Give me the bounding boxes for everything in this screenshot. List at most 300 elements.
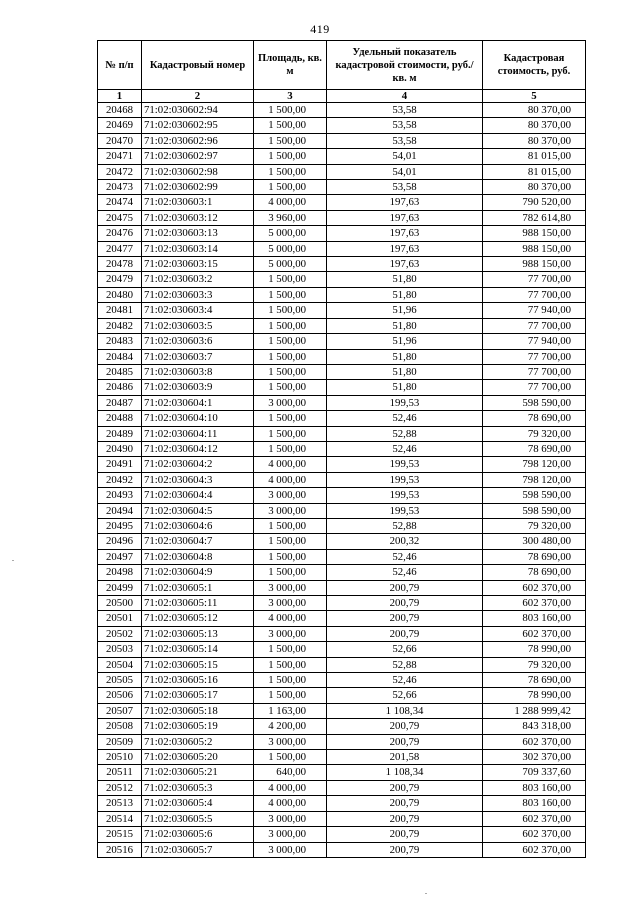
- cadastral-number-cell: 71:02:030605:15: [142, 657, 254, 672]
- specific-value-cell: 200,79: [327, 626, 483, 641]
- area-cell: 640,00: [254, 765, 327, 780]
- cadastral-value-cell: 803 160,00: [483, 796, 586, 811]
- table-row: [98, 549, 586, 564]
- row-number-cell: 20505: [98, 673, 142, 688]
- table-row: [98, 118, 586, 133]
- cadastral-value-cell: 78 990,00: [483, 642, 586, 657]
- area-cell: 3 000,00: [254, 395, 327, 410]
- area-cell: 1 500,00: [254, 149, 327, 164]
- specific-value-cell: 199,53: [327, 457, 483, 472]
- specific-value-cell: 51,80: [327, 287, 483, 302]
- row-number-cell: 20509: [98, 734, 142, 749]
- cadastral-number-cell: 71:02:030604:10: [142, 411, 254, 426]
- area-cell: 1 500,00: [254, 164, 327, 179]
- column-number: 3: [254, 90, 327, 103]
- cadastral-number-cell: 71:02:030604:3: [142, 472, 254, 487]
- table-row: [98, 472, 586, 487]
- specific-value-cell: 51,96: [327, 334, 483, 349]
- cadastral-value-cell: 79 320,00: [483, 657, 586, 672]
- specific-value-cell: 200,79: [327, 780, 483, 795]
- table-row: [98, 518, 586, 533]
- specific-value-cell: 200,79: [327, 734, 483, 749]
- row-number-cell: 20507: [98, 703, 142, 718]
- cadastral-number-cell: 71:02:030603:6: [142, 334, 254, 349]
- specific-value-cell: 1 108,34: [327, 765, 483, 780]
- area-cell: 3 000,00: [254, 842, 327, 857]
- cadastral-value-cell: 803 160,00: [483, 611, 586, 626]
- cadastral-value-cell: 79 320,00: [483, 426, 586, 441]
- specific-value-cell: 51,80: [327, 364, 483, 379]
- area-cell: 1 500,00: [254, 364, 327, 379]
- table-row: [98, 750, 586, 765]
- cadastral-value-cell: 77 700,00: [483, 287, 586, 302]
- row-number-cell: 20514: [98, 811, 142, 826]
- cadastral-number-cell: 71:02:030604:8: [142, 549, 254, 564]
- row-number-cell: 20488: [98, 411, 142, 426]
- cadastral-number-cell: 71:02:030605:1: [142, 580, 254, 595]
- specific-value-cell: 52,88: [327, 518, 483, 533]
- header-row-number: № п/п: [98, 41, 142, 90]
- cadastral-number-cell: 71:02:030603:9: [142, 380, 254, 395]
- row-number-cell: 20480: [98, 287, 142, 302]
- cadastral-number-cell: 71:02:030604:7: [142, 534, 254, 549]
- table-row: [98, 719, 586, 734]
- cadastral-value-cell: 78 990,00: [483, 688, 586, 703]
- row-number-cell: 20493: [98, 488, 142, 503]
- cadastral-number-cell: 71:02:030604:11: [142, 426, 254, 441]
- cadastral-value-cell: 79 320,00: [483, 518, 586, 533]
- row-number-cell: 20495: [98, 518, 142, 533]
- specific-value-cell: 52,46: [327, 441, 483, 456]
- cadastral-number-cell: 71:02:030605:4: [142, 796, 254, 811]
- table-row: [98, 642, 586, 657]
- row-number-cell: 20515: [98, 827, 142, 842]
- cadastral-number-cell: 71:02:030603:12: [142, 210, 254, 225]
- cadastral-value-cell: 790 520,00: [483, 195, 586, 210]
- table-row: [98, 180, 586, 195]
- column-number: 5: [483, 90, 586, 103]
- area-cell: 1 500,00: [254, 688, 327, 703]
- specific-value-cell: 53,58: [327, 118, 483, 133]
- table-row: [98, 426, 586, 441]
- cadastral-number-cell: 71:02:030603:3: [142, 287, 254, 302]
- specific-value-cell: 197,63: [327, 241, 483, 256]
- area-cell: 1 500,00: [254, 180, 327, 195]
- row-number-cell: 20503: [98, 642, 142, 657]
- cadastral-value-cell: 782 614,80: [483, 210, 586, 225]
- row-number-cell: 20487: [98, 395, 142, 410]
- table-row: [98, 457, 586, 472]
- row-number-cell: 20476: [98, 226, 142, 241]
- cadastral-value-cell: 81 015,00: [483, 164, 586, 179]
- row-number-cell: 20474: [98, 195, 142, 210]
- area-cell: 1 500,00: [254, 534, 327, 549]
- header-cadastral-number: Кадастровый номер: [142, 41, 254, 90]
- table-row: [98, 657, 586, 672]
- area-cell: 3 000,00: [254, 580, 327, 595]
- specific-value-cell: 200,79: [327, 719, 483, 734]
- area-cell: 1 500,00: [254, 518, 327, 533]
- specific-value-cell: 52,88: [327, 657, 483, 672]
- cadastral-value-cell: 81 015,00: [483, 149, 586, 164]
- table-row: [98, 703, 586, 718]
- specific-value-cell: 53,58: [327, 180, 483, 195]
- cadastral-value-cell: 1 288 999,42: [483, 703, 586, 718]
- area-cell: 1 500,00: [254, 133, 327, 148]
- area-cell: 4 000,00: [254, 457, 327, 472]
- area-cell: 1 500,00: [254, 380, 327, 395]
- table-row: [98, 164, 586, 179]
- specific-value-cell: 54,01: [327, 164, 483, 179]
- scan-speck: [12, 560, 14, 561]
- cadastral-value-cell: 803 160,00: [483, 780, 586, 795]
- area-cell: 1 500,00: [254, 565, 327, 580]
- specific-value-cell: 52,66: [327, 642, 483, 657]
- cadastral-number-cell: 71:02:030603:13: [142, 226, 254, 241]
- specific-value-cell: 51,80: [327, 318, 483, 333]
- cadastral-number-cell: 71:02:030605:21: [142, 765, 254, 780]
- cadastral-number-cell: 71:02:030604:2: [142, 457, 254, 472]
- cadastral-value-cell: 77 940,00: [483, 303, 586, 318]
- row-number-cell: 20510: [98, 750, 142, 765]
- specific-value-cell: 1 108,34: [327, 703, 483, 718]
- specific-value-cell: 201,58: [327, 750, 483, 765]
- area-cell: 1 500,00: [254, 303, 327, 318]
- table-body: [98, 103, 586, 858]
- table-row: [98, 349, 586, 364]
- row-number-cell: 20479: [98, 272, 142, 287]
- cadastral-value-cell: 843 318,00: [483, 719, 586, 734]
- cadastral-number-cell: 71:02:030602:94: [142, 103, 254, 118]
- area-cell: 1 500,00: [254, 750, 327, 765]
- row-number-cell: 20484: [98, 349, 142, 364]
- specific-value-cell: 52,46: [327, 673, 483, 688]
- table-row: [98, 688, 586, 703]
- cadastral-value-cell: 302 370,00: [483, 750, 586, 765]
- cadastral-value-cell: 598 590,00: [483, 395, 586, 410]
- area-cell: 1 500,00: [254, 642, 327, 657]
- cadastral-value-cell: 988 150,00: [483, 226, 586, 241]
- cadastral-value-cell: 602 370,00: [483, 842, 586, 857]
- cadastral-value-cell: 80 370,00: [483, 118, 586, 133]
- area-cell: 4 000,00: [254, 611, 327, 626]
- area-cell: 1 500,00: [254, 349, 327, 364]
- row-number-cell: 20500: [98, 596, 142, 611]
- cadastral-value-cell: 77 700,00: [483, 349, 586, 364]
- cadastral-value-cell: 602 370,00: [483, 626, 586, 641]
- area-cell: 3 000,00: [254, 827, 327, 842]
- table-row: [98, 580, 586, 595]
- cadastral-value-cell: 602 370,00: [483, 596, 586, 611]
- cadastral-value-cell: 78 690,00: [483, 441, 586, 456]
- cadastral-value-cell: 300 480,00: [483, 534, 586, 549]
- header-specific-value: Удельный показатель кадастровой стоимости, руб./кв. м: [327, 41, 483, 90]
- scan-speck: [425, 893, 427, 894]
- specific-value-cell: 197,63: [327, 257, 483, 272]
- cadastral-number-cell: 71:02:030604:1: [142, 395, 254, 410]
- cadastral-number-cell: 71:02:030603:4: [142, 303, 254, 318]
- cadastral-number-cell: 71:02:030605:17: [142, 688, 254, 703]
- specific-value-cell: 52,88: [327, 426, 483, 441]
- row-number-cell: 20473: [98, 180, 142, 195]
- table-header-row: [98, 41, 586, 90]
- cadastral-number-cell: 71:02:030603:14: [142, 241, 254, 256]
- row-number-cell: 20472: [98, 164, 142, 179]
- table-row: [98, 765, 586, 780]
- cadastral-number-cell: 71:02:030605:19: [142, 719, 254, 734]
- specific-value-cell: 200,79: [327, 811, 483, 826]
- cadastral-value-cell: 602 370,00: [483, 811, 586, 826]
- cadastral-value-cell: 798 120,00: [483, 472, 586, 487]
- table-row: [98, 488, 586, 503]
- cadastral-number-cell: 71:02:030603:2: [142, 272, 254, 287]
- specific-value-cell: 51,96: [327, 303, 483, 318]
- cadastral-number-cell: 71:02:030605:11: [142, 596, 254, 611]
- table-row: [98, 334, 586, 349]
- area-cell: 1 500,00: [254, 657, 327, 672]
- area-cell: 1 500,00: [254, 441, 327, 456]
- cadastral-number-cell: 71:02:030605:16: [142, 673, 254, 688]
- cadastral-number-cell: 71:02:030602:95: [142, 118, 254, 133]
- table-row: [98, 596, 586, 611]
- table-row: [98, 241, 586, 256]
- cadastral-value-cell: 77 940,00: [483, 334, 586, 349]
- row-number-cell: 20482: [98, 318, 142, 333]
- row-number-cell: 20470: [98, 133, 142, 148]
- table-row: [98, 796, 586, 811]
- row-number-cell: 20504: [98, 657, 142, 672]
- specific-value-cell: 200,79: [327, 580, 483, 595]
- cadastral-value-cell: 988 150,00: [483, 257, 586, 272]
- cadastral-number-cell: 71:02:030605:14: [142, 642, 254, 657]
- specific-value-cell: 52,66: [327, 688, 483, 703]
- row-number-cell: 20481: [98, 303, 142, 318]
- row-number-cell: 20491: [98, 457, 142, 472]
- table-row: [98, 734, 586, 749]
- table-row: [98, 395, 586, 410]
- cadastral-number-cell: 71:02:030602:97: [142, 149, 254, 164]
- table-row: [98, 626, 586, 641]
- row-number-cell: 20498: [98, 565, 142, 580]
- specific-value-cell: 51,80: [327, 380, 483, 395]
- specific-value-cell: 52,46: [327, 565, 483, 580]
- table-row: [98, 287, 586, 302]
- header-area: Площадь, кв. м: [254, 41, 327, 90]
- cadastral-value-cell: 80 370,00: [483, 103, 586, 118]
- table-row: [98, 534, 586, 549]
- area-cell: 1 163,00: [254, 703, 327, 718]
- cadastral-number-cell: 71:02:030604:12: [142, 441, 254, 456]
- cadastral-number-cell: 71:02:030605:12: [142, 611, 254, 626]
- header-cadastral-value: Кадастровая стоимость, руб.: [483, 41, 586, 90]
- row-number-cell: 20501: [98, 611, 142, 626]
- cadastral-value-cell: 77 700,00: [483, 380, 586, 395]
- cadastral-number-cell: 71:02:030605:3: [142, 780, 254, 795]
- column-number: 2: [142, 90, 254, 103]
- table-row: [98, 210, 586, 225]
- table-row: [98, 272, 586, 287]
- row-number-cell: 20492: [98, 472, 142, 487]
- table-row: [98, 611, 586, 626]
- specific-value-cell: 200,79: [327, 611, 483, 626]
- row-number-cell: 20513: [98, 796, 142, 811]
- table-row: [98, 503, 586, 518]
- table-row: [98, 303, 586, 318]
- table-row: [98, 827, 586, 842]
- row-number-cell: 20502: [98, 626, 142, 641]
- specific-value-cell: 200,79: [327, 596, 483, 611]
- column-number: 1: [98, 90, 142, 103]
- area-cell: 1 500,00: [254, 103, 327, 118]
- specific-value-cell: 51,80: [327, 272, 483, 287]
- row-number-cell: 20469: [98, 118, 142, 133]
- specific-value-cell: 51,80: [327, 349, 483, 364]
- row-number-cell: 20508: [98, 719, 142, 734]
- table-row: [98, 842, 586, 857]
- area-cell: 1 500,00: [254, 673, 327, 688]
- specific-value-cell: 197,63: [327, 226, 483, 241]
- row-number-cell: 20477: [98, 241, 142, 256]
- row-number-cell: 20496: [98, 534, 142, 549]
- area-cell: 3 000,00: [254, 488, 327, 503]
- row-number-cell: 20499: [98, 580, 142, 595]
- row-number-cell: 20494: [98, 503, 142, 518]
- area-cell: 1 500,00: [254, 411, 327, 426]
- specific-value-cell: 199,53: [327, 503, 483, 518]
- row-number-cell: 20483: [98, 334, 142, 349]
- row-number-cell: 20485: [98, 364, 142, 379]
- area-cell: 3 000,00: [254, 503, 327, 518]
- specific-value-cell: 199,53: [327, 472, 483, 487]
- specific-value-cell: 200,32: [327, 534, 483, 549]
- table-row: [98, 226, 586, 241]
- area-cell: 1 500,00: [254, 118, 327, 133]
- area-cell: 3 000,00: [254, 596, 327, 611]
- cadastral-number-cell: 71:02:030605:20: [142, 750, 254, 765]
- row-number-cell: 20516: [98, 842, 142, 857]
- table-column-numbers-row: [98, 90, 586, 103]
- cadastral-value-cell: 77 700,00: [483, 318, 586, 333]
- cadastral-value-cell: 598 590,00: [483, 503, 586, 518]
- table-row: [98, 811, 586, 826]
- row-number-cell: 20468: [98, 103, 142, 118]
- table-row: [98, 257, 586, 272]
- row-number-cell: 20475: [98, 210, 142, 225]
- specific-value-cell: 54,01: [327, 149, 483, 164]
- table-row: [98, 149, 586, 164]
- row-number-cell: 20486: [98, 380, 142, 395]
- cadastral-value-cell: 77 700,00: [483, 272, 586, 287]
- cadastral-value-cell: 602 370,00: [483, 827, 586, 842]
- area-cell: 5 000,00: [254, 241, 327, 256]
- area-cell: 1 500,00: [254, 426, 327, 441]
- area-cell: 1 500,00: [254, 272, 327, 287]
- cadastral-number-cell: 71:02:030602:96: [142, 133, 254, 148]
- area-cell: 1 500,00: [254, 549, 327, 564]
- table-row: [98, 780, 586, 795]
- cadastral-number-cell: 71:02:030603:5: [142, 318, 254, 333]
- specific-value-cell: 53,58: [327, 133, 483, 148]
- area-cell: 3 960,00: [254, 210, 327, 225]
- cadastral-number-cell: 71:02:030604:4: [142, 488, 254, 503]
- page-number: 419: [310, 22, 330, 36]
- cadastral-value-cell: 709 337,60: [483, 765, 586, 780]
- cadastral-number-cell: 71:02:030603:7: [142, 349, 254, 364]
- specific-value-cell: 199,53: [327, 488, 483, 503]
- area-cell: 5 000,00: [254, 257, 327, 272]
- table-row: [98, 364, 586, 379]
- area-cell: 1 500,00: [254, 318, 327, 333]
- area-cell: 3 000,00: [254, 626, 327, 641]
- table-row: [98, 565, 586, 580]
- table-row: [98, 441, 586, 456]
- cadastral-number-cell: 71:02:030605:2: [142, 734, 254, 749]
- table-row: [98, 318, 586, 333]
- row-number-cell: 20512: [98, 780, 142, 795]
- row-number-cell: 20506: [98, 688, 142, 703]
- row-number-cell: 20490: [98, 441, 142, 456]
- cadastral-number-cell: 71:02:030603:1: [142, 195, 254, 210]
- cadastral-number-cell: 71:02:030602:99: [142, 180, 254, 195]
- cadastral-value-cell: 988 150,00: [483, 241, 586, 256]
- area-cell: 4 000,00: [254, 472, 327, 487]
- cadastral-number-cell: 71:02:030605:7: [142, 842, 254, 857]
- area-cell: 3 000,00: [254, 734, 327, 749]
- area-cell: 4 200,00: [254, 719, 327, 734]
- table-row: [98, 133, 586, 148]
- area-cell: 4 000,00: [254, 796, 327, 811]
- cadastral-value-cell: 602 370,00: [483, 734, 586, 749]
- specific-value-cell: 200,79: [327, 827, 483, 842]
- cadastral-number-cell: 71:02:030604:5: [142, 503, 254, 518]
- cadastral-number-cell: 71:02:030605:5: [142, 811, 254, 826]
- cadastral-value-cell: 80 370,00: [483, 133, 586, 148]
- cadastral-value-cell: 78 690,00: [483, 673, 586, 688]
- cadastral-value-cell: 798 120,00: [483, 457, 586, 472]
- cadastral-number-cell: 71:02:030602:98: [142, 164, 254, 179]
- cadastral-value-cell: 80 370,00: [483, 180, 586, 195]
- specific-value-cell: 199,53: [327, 395, 483, 410]
- specific-value-cell: 200,79: [327, 842, 483, 857]
- row-number-cell: 20497: [98, 549, 142, 564]
- table-row: [98, 195, 586, 210]
- cadastral-number-cell: 71:02:030604:9: [142, 565, 254, 580]
- area-cell: 5 000,00: [254, 226, 327, 241]
- area-cell: 1 500,00: [254, 334, 327, 349]
- cadastral-value-cell: 78 690,00: [483, 411, 586, 426]
- cadastral-number-cell: 71:02:030605:6: [142, 827, 254, 842]
- specific-value-cell: 52,46: [327, 549, 483, 564]
- column-number: 4: [327, 90, 483, 103]
- table-row: [98, 103, 586, 118]
- area-cell: 1 500,00: [254, 287, 327, 302]
- cadastral-value-cell: 598 590,00: [483, 488, 586, 503]
- cadastral-value-cell: 77 700,00: [483, 364, 586, 379]
- specific-value-cell: 197,63: [327, 210, 483, 225]
- cadastral-table: [97, 40, 586, 858]
- area-cell: 3 000,00: [254, 811, 327, 826]
- row-number-cell: 20511: [98, 765, 142, 780]
- table-row: [98, 673, 586, 688]
- table-row: [98, 380, 586, 395]
- row-number-cell: 20471: [98, 149, 142, 164]
- specific-value-cell: 197,63: [327, 195, 483, 210]
- cadastral-number-cell: 71:02:030604:6: [142, 518, 254, 533]
- row-number-cell: 20478: [98, 257, 142, 272]
- specific-value-cell: 52,46: [327, 411, 483, 426]
- row-number-cell: 20489: [98, 426, 142, 441]
- area-cell: 4 000,00: [254, 780, 327, 795]
